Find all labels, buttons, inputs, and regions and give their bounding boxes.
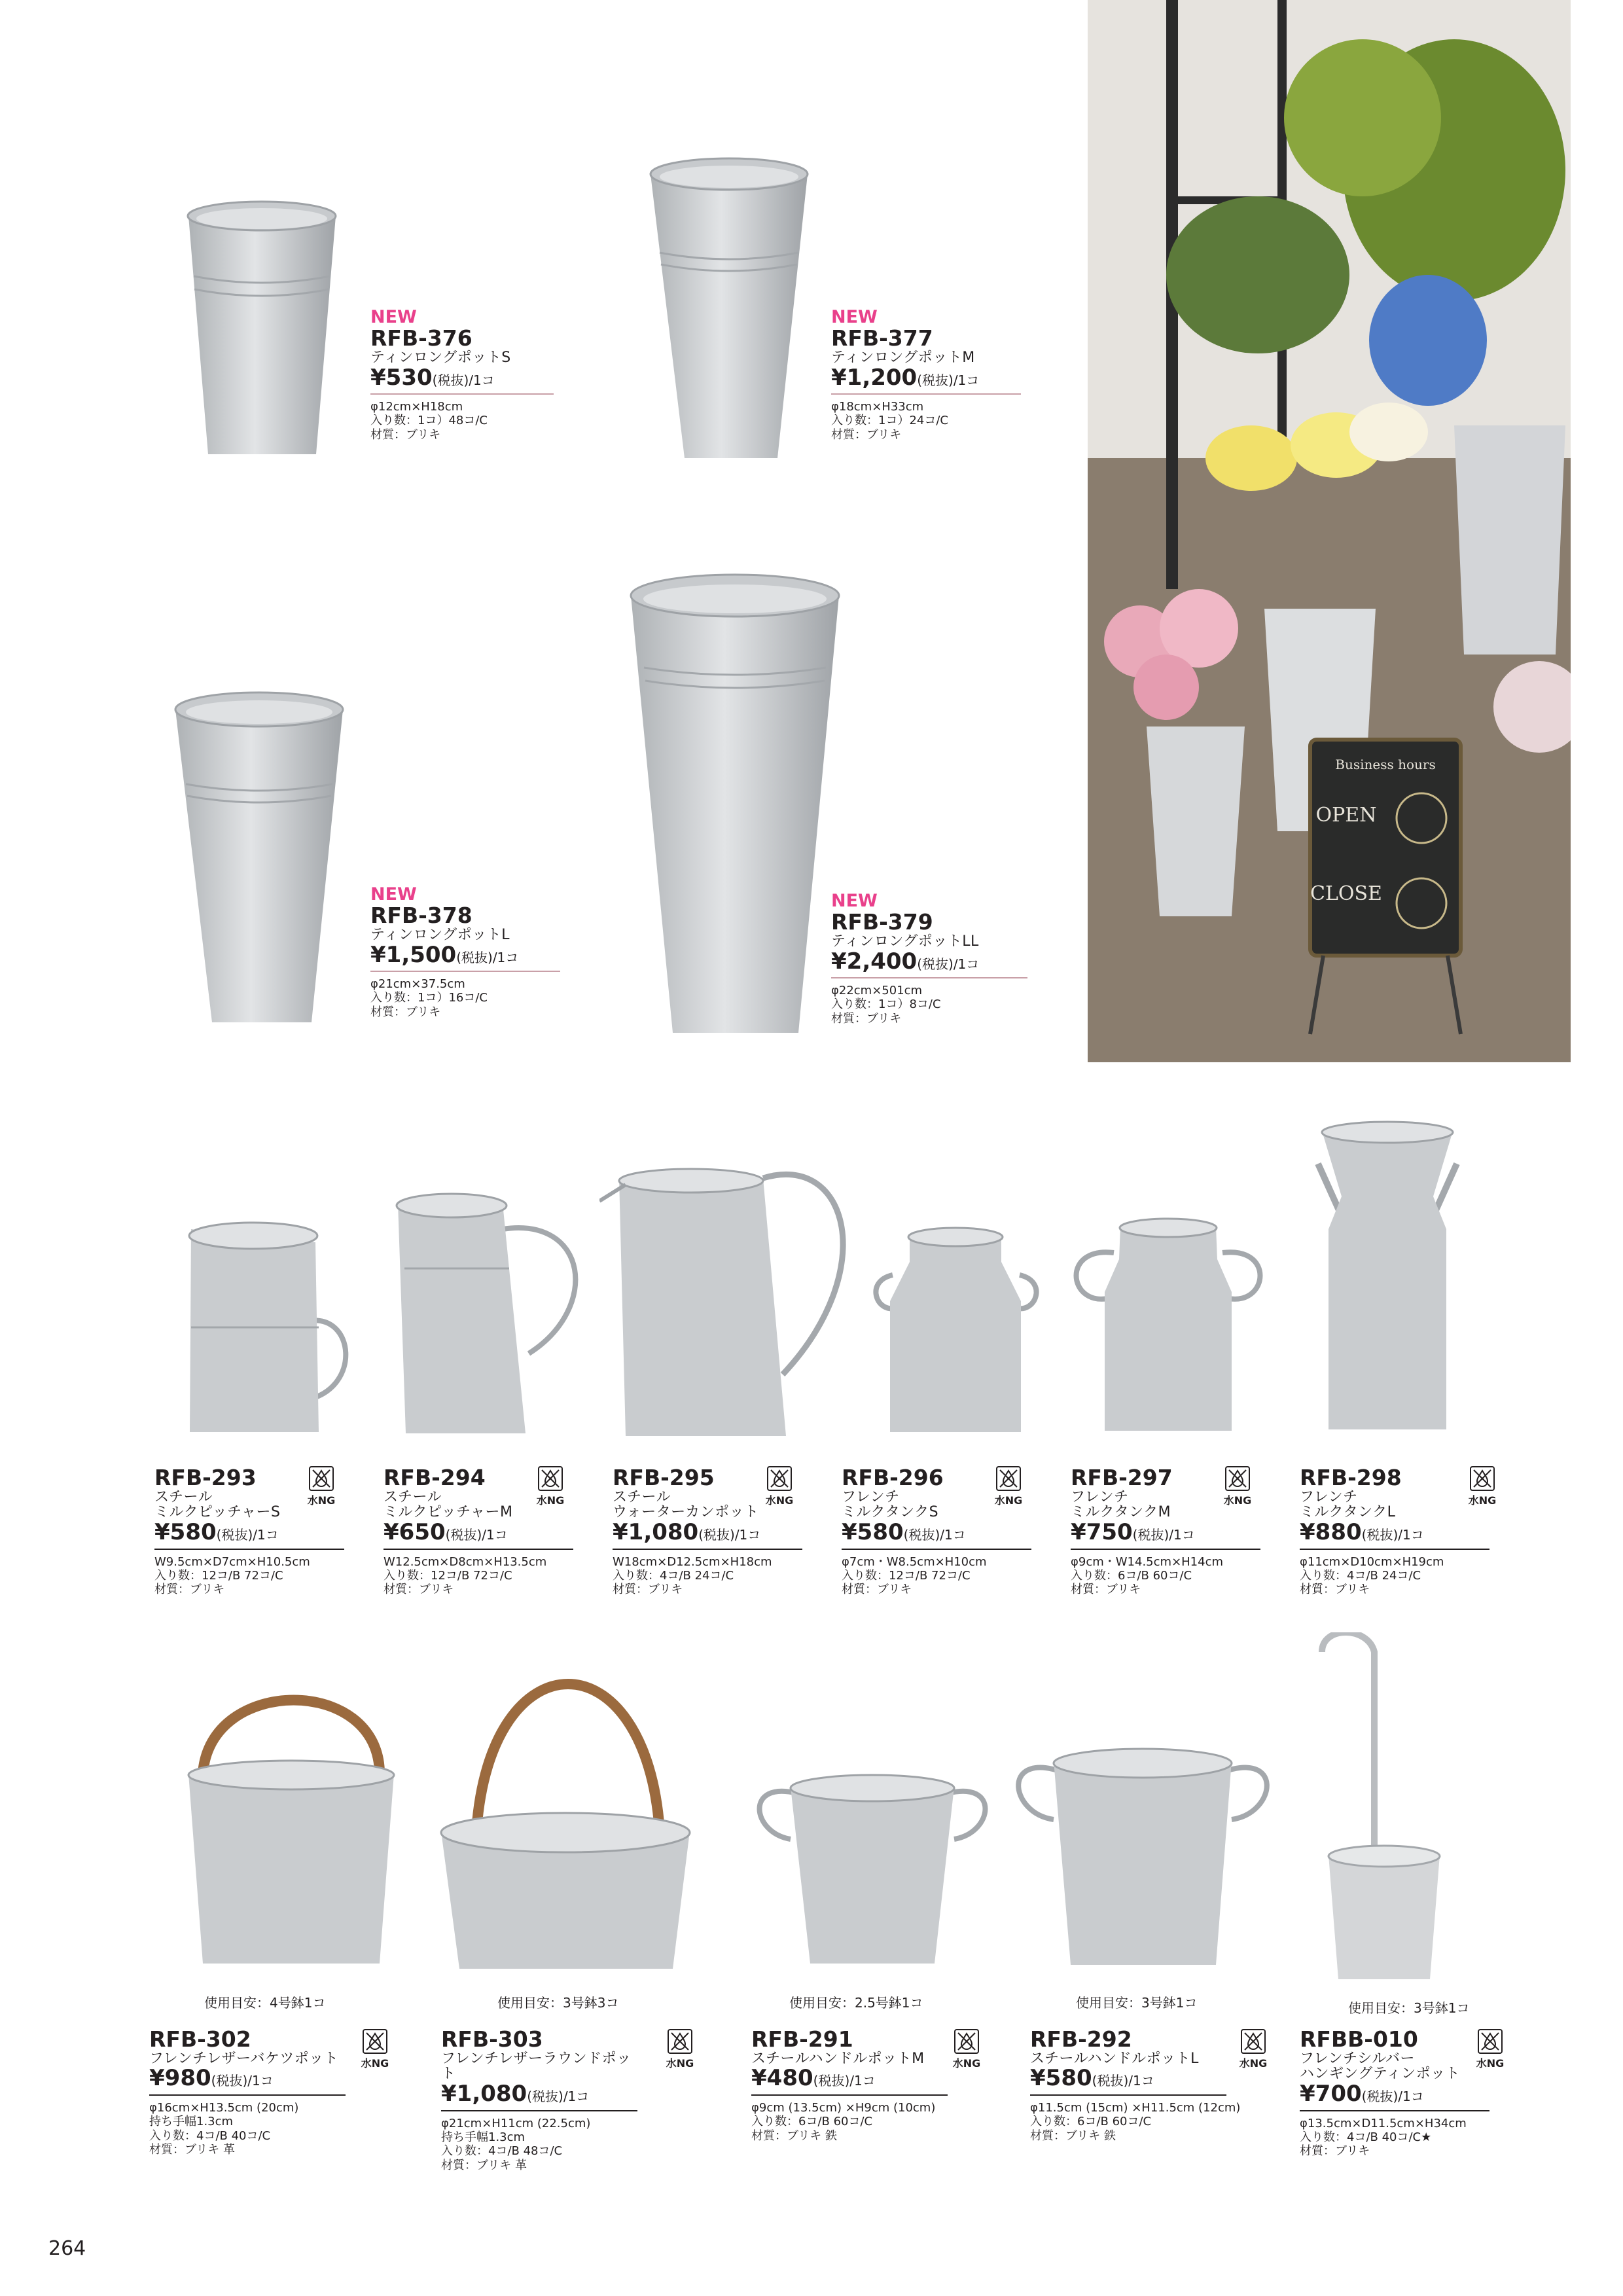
product-name: ティンロングポットLL (831, 933, 979, 950)
spec-quantity: 入り数：12コ/B 72コ/C (154, 1569, 283, 1583)
usage-prefix: 使用目安： (1076, 1995, 1141, 2011)
product-material-name: フレンチ (1300, 1488, 1358, 1505)
spec-size: φ13.5cm×D11.5cm×H34cm (1300, 2116, 1467, 2130)
product-info-rfb-302 (149, 2028, 346, 2157)
price-row (831, 950, 1027, 979)
spec-material: 材質：ブリキ (370, 427, 441, 442)
price-unit: /1コ (1398, 2089, 1424, 2105)
price-row (1300, 2082, 1489, 2111)
product-info-rfb-379 (831, 891, 1027, 1026)
product-image-rfb-294 (391, 1190, 588, 1440)
usage-value: 3号鉢1コ (1414, 2000, 1470, 2016)
water-ng-badge (950, 2029, 983, 2070)
price-row (842, 1520, 1031, 1550)
badge-label: 水NG (361, 2057, 389, 2070)
product-code: RFB-378 (370, 903, 473, 929)
product-name: ウォーターカンポット (613, 1504, 759, 1521)
spec-quantity: 入り数：6コ/B 60コ/C (1030, 2115, 1152, 2129)
product-name: ミルクタンクM (1071, 1504, 1171, 1521)
product-material-name: フレンチ (842, 1488, 900, 1505)
no-water-icon (996, 1466, 1021, 1491)
product-image-rfb-378 (171, 687, 347, 1026)
price-unit: /1コ (1128, 2073, 1154, 2089)
price-unit: /1コ (1169, 1527, 1195, 1543)
price-row (154, 1520, 344, 1550)
tin-pot-illustration (647, 154, 812, 462)
spec-size: φ12cm×H18cm (370, 400, 463, 414)
product-name: ティンロングポットS (370, 349, 511, 366)
no-water-icon (1225, 1466, 1250, 1491)
product-image-rfbb-010 (1302, 1632, 1453, 1987)
product-name: ティンロングポットL (370, 926, 510, 943)
price-unit: /1コ (953, 956, 980, 972)
badge-label: 水NG (666, 2057, 694, 2070)
product-material-name: スチール (383, 1488, 442, 1505)
tax-note: (税抜) (813, 2073, 850, 2089)
spec-quantity: 入り数：1コ）48コ/C (370, 414, 488, 428)
price: ¥1,080 (441, 2081, 527, 2108)
spec-material: 材質：ブリキ (831, 1011, 902, 1026)
price-row (441, 2082, 637, 2111)
spec-size: W18cm×D12.5cm×H18cm (613, 1554, 772, 1569)
product-code: RFB-379 (831, 909, 933, 935)
price: ¥980 (149, 2065, 211, 2092)
milk-pitcher-illustration (391, 1190, 588, 1440)
price-unit: /1コ (563, 2089, 590, 2105)
product-image-rfb-295 (599, 1165, 861, 1443)
tax-note: (税抜) (1361, 2089, 1399, 2105)
water-ng-badge (763, 1466, 796, 1507)
spec-quantity: 入り数：12コ/B 72コ/C (383, 1569, 512, 1583)
no-water-icon (363, 2029, 387, 2054)
milk-tank-illustration (1302, 1118, 1472, 1435)
product-image-rfb-291 (751, 1767, 993, 1970)
product-name: ミルクタンクS (842, 1504, 939, 1521)
price-unit: /1コ (469, 372, 495, 388)
price-row (1071, 1520, 1260, 1550)
price: ¥580 (842, 1519, 904, 1546)
tax-note: (税抜) (1092, 2073, 1129, 2089)
hanging-pot-illustration (1302, 1632, 1453, 1987)
tax-note: (税抜) (527, 2089, 563, 2105)
product-code: RFB-297 (1071, 1465, 1173, 1490)
product-name: ミルクピッチャーS (154, 1504, 281, 1521)
product-material-name: スチール (613, 1488, 671, 1505)
price-row (1300, 1520, 1489, 1550)
flower-display-photo (1088, 0, 1571, 1062)
spec-material: 材質：ブリキ (1300, 1583, 1370, 1597)
usage-guide (789, 1992, 923, 2011)
product-image-rfb-379 (627, 569, 843, 1037)
spec-quantity: 入り数：4コ/B 40コ/C★ (1300, 2130, 1432, 2145)
price: ¥880 (1300, 1519, 1362, 1546)
spec-handle: 持ち手幅1.3cm (149, 2115, 234, 2129)
water-ng-badge (1474, 2029, 1507, 2070)
product-image-rfb-297 (1068, 1213, 1268, 1436)
product-code: RFB-303 (441, 2026, 543, 2052)
spec-handle: 持ち手幅1.3cm (441, 2130, 526, 2145)
spec-quantity: 入り数：4コ/B 48コ/C (441, 2144, 563, 2159)
tax-note: (税抜) (1132, 1527, 1169, 1543)
tax-note: (税抜) (456, 949, 493, 965)
no-water-icon (1241, 2029, 1266, 2054)
water-can-illustration (599, 1165, 861, 1443)
price-unit: /1コ (492, 949, 519, 965)
product-code: RFB-298 (1300, 1465, 1402, 1490)
spec-material: 材質：ブリキ (1300, 2144, 1370, 2159)
spec-material: 材質：ブリキ (842, 1583, 912, 1597)
price-row (751, 2066, 948, 2096)
spec-material: 材質：ブリキ (154, 1583, 225, 1597)
price: ¥580 (154, 1519, 217, 1546)
price-row (1030, 2066, 1226, 2096)
product-code: RFB-377 (831, 325, 933, 351)
product-image-rfb-376 (182, 198, 342, 459)
price-unit: /1コ (940, 1527, 966, 1543)
spec-size: φ11.5cm (15cm) ×H11.5cm (12cm) (1030, 2101, 1241, 2115)
milk-tank-illustration (1068, 1213, 1268, 1436)
price: ¥580 (1030, 2065, 1092, 2092)
water-ng-badge (305, 1466, 338, 1507)
price-row (149, 2066, 346, 2096)
spec-size: φ21cm×H11cm (22.5cm) (441, 2116, 591, 2130)
product-image-rfb-292 (1008, 1734, 1277, 1971)
product-image-rfb-302 (183, 1682, 399, 1970)
product-code: RFB-376 (370, 325, 473, 351)
spec-quantity: 入り数：4コ/B 24コ/C (1300, 1569, 1421, 1583)
spec-quantity: 入り数：4コ/B 40コ/C (149, 2128, 271, 2143)
spec-size: W9.5cm×D7cm×H10.5cm (154, 1554, 310, 1569)
new-label: NEW (831, 307, 878, 327)
usage-guide (497, 1992, 618, 2011)
new-label: NEW (831, 891, 878, 911)
spec-size: W12.5cm×D8cm×H13.5cm (383, 1554, 547, 1569)
spec-size: φ9cm (13.5cm) ×H9cm (10cm) (751, 2101, 936, 2115)
product-code: RFB-295 (613, 1465, 715, 1490)
price: ¥1,200 (831, 364, 918, 391)
product-material-name: スチール (154, 1488, 213, 1505)
price: ¥2,400 (831, 948, 918, 975)
badge-label: 水NG (536, 1494, 565, 1507)
product-material-name: フレンチ (1071, 1488, 1129, 1505)
new-label: NEW (370, 307, 417, 327)
spec-quantity: 入り数：6コ/B 60コ/C (1071, 1569, 1192, 1583)
milk-tank-illustration (870, 1223, 1042, 1437)
spec-quantity: 入り数：12コ/B 72コ/C (842, 1569, 971, 1583)
water-ng-badge (664, 2029, 696, 2070)
spec-material: 材質：ブリキ (370, 1005, 441, 1019)
badge-label: 水NG (307, 1494, 336, 1507)
usage-guide (1348, 1998, 1469, 2017)
tax-note: (税抜) (211, 2073, 248, 2089)
usage-prefix: 使用目安： (497, 1995, 563, 2011)
spec-material: 材質：ブリキ (383, 1583, 454, 1597)
lifestyle-photo (1088, 0, 1571, 1062)
usage-prefix: 使用目安： (789, 1995, 855, 2011)
spec-size: φ18cm×H33cm (831, 400, 924, 414)
tax-note: (税抜) (216, 1527, 253, 1543)
spec-quantity: 入り数：6コ/B 60コ/C (751, 2115, 873, 2129)
product-info-rfb-292 (1030, 2026, 1241, 2143)
leather-round-pot-illustration (437, 1648, 694, 1975)
product-name: ミルクピッチャーM (383, 1504, 513, 1521)
badge-label: 水NG (1239, 2057, 1268, 2070)
tax-note: (税抜) (917, 956, 954, 972)
spec-size: φ11cm×D10cm×H19cm (1300, 1554, 1444, 1569)
price-unit: /1コ (849, 2073, 876, 2089)
page-number: 264 (48, 2237, 86, 2260)
badge-label: 水NG (1468, 1494, 1497, 1507)
spec-material: 材質：ブリキ 革 (441, 2158, 527, 2172)
usage-guide (1076, 1992, 1197, 2011)
product-code: RFB-294 (383, 1465, 486, 1490)
price: ¥650 (383, 1519, 446, 1546)
spec-quantity: 入り数：1コ）16コ/C (370, 991, 488, 1005)
product-image-rfb-296 (870, 1223, 1042, 1437)
price-unit: /1コ (953, 372, 980, 388)
price-row (613, 1520, 802, 1550)
usage-value: 2.5号鉢1コ (855, 1995, 923, 2011)
badge-label: 水NG (994, 1494, 1023, 1507)
product-info-rfbb-010 (1300, 2028, 1489, 2159)
product-info-rfb-378 (370, 885, 560, 1019)
spec-size: φ9cm・W14.5cm×H14cm (1071, 1554, 1224, 1569)
water-ng-badge (534, 1466, 567, 1507)
no-water-icon (1478, 2029, 1503, 2054)
product-info-rfb-291 (751, 2028, 948, 2143)
tax-note: (税抜) (903, 1527, 940, 1543)
product-image-rfb-293 (178, 1216, 359, 1439)
price-unit: /1コ (734, 1527, 761, 1543)
badge-label: 水NG (765, 1494, 794, 1507)
tin-pot-illustration (627, 569, 843, 1037)
product-info-rfb-303 (441, 2028, 637, 2172)
badge-label: 水NG (952, 2057, 981, 2070)
handle-pot-illustration (751, 1767, 993, 1970)
usage-value: 3号鉢3コ (563, 1995, 619, 2011)
tax-note: (税抜) (1361, 1527, 1399, 1543)
product-info-rfb-377 (831, 308, 1021, 442)
leather-bucket-illustration (183, 1682, 399, 1970)
price: ¥530 (370, 364, 433, 391)
tax-note: (税抜) (698, 1527, 735, 1543)
product-name: ティンロングポットM (831, 349, 975, 366)
no-water-icon (309, 1466, 334, 1491)
milk-pitcher-illustration (178, 1216, 359, 1439)
new-label: NEW (370, 884, 417, 905)
badge-label: 水NG (1476, 2057, 1505, 2070)
usage-guide (204, 1992, 325, 2011)
spec-material: 材質：ブリキ 鉄 (1030, 2128, 1116, 2143)
usage-value: 4号鉢1コ (270, 1995, 326, 2011)
product-code: RFBB-010 (1300, 2026, 1418, 2052)
price: ¥1,500 (370, 941, 457, 968)
product-code: RFB-291 (751, 2026, 853, 2052)
product-code: RFB-302 (149, 2026, 251, 2052)
price: ¥1,080 (613, 1519, 699, 1546)
product-image-rfb-298 (1302, 1118, 1472, 1435)
price-unit: /1コ (253, 1527, 279, 1543)
spec-quantity: 入り数：4コ/B 24コ/C (613, 1569, 734, 1583)
water-ng-badge (1221, 1466, 1254, 1507)
no-water-icon (538, 1466, 563, 1491)
water-ng-badge (1466, 1466, 1499, 1507)
price-unit: /1コ (482, 1527, 508, 1543)
spec-size: φ16cm×H13.5cm (20cm) (149, 2101, 299, 2115)
spec-material: 材質：ブリキ (613, 1583, 683, 1597)
usage-prefix: 使用目安： (204, 1995, 270, 2011)
product-code: RFB-292 (1030, 2026, 1132, 2052)
handle-pot-illustration (1008, 1734, 1277, 1971)
product-name: スチールハンドルポットL (1030, 2050, 1199, 2067)
no-water-icon (668, 2029, 692, 2054)
no-water-icon (954, 2029, 979, 2054)
no-water-icon (767, 1466, 792, 1491)
price-unit: /1コ (1398, 1527, 1424, 1543)
price-unit: /1コ (247, 2073, 274, 2089)
usage-value: 3号鉢1コ (1141, 1995, 1198, 2011)
product-info-rfb-298 (1300, 1466, 1489, 1597)
spec-material: 材質：ブリキ (831, 427, 902, 442)
price-row (383, 1520, 573, 1550)
spec-material: 材質：ブリキ 鉄 (751, 2128, 838, 2143)
spec-size: φ7cm・W8.5cm×H10cm (842, 1554, 987, 1569)
tin-pot-illustration (182, 198, 342, 459)
spec-quantity: 入り数：1コ）24コ/C (831, 414, 948, 428)
product-image-rfb-377 (647, 154, 812, 462)
spec-size: φ21cm×37.5cm (370, 977, 465, 992)
spec-material: 材質：ブリキ (1071, 1583, 1141, 1597)
sign-close: CLOSE (1310, 882, 1382, 905)
price-row (370, 366, 554, 395)
product-name: フレンチレザーバケツポット (149, 2050, 339, 2067)
spec-quantity: 入り数：1コ）8コ/C (831, 997, 941, 1012)
product-name: フレンチシルバー (1300, 2050, 1416, 2067)
product-name: ミルクタンクL (1300, 1504, 1396, 1521)
sign-heading: Business hours (1335, 757, 1436, 772)
price: ¥480 (751, 2065, 813, 2092)
tax-note: (税抜) (432, 372, 469, 388)
tax-note: (税抜) (917, 372, 954, 388)
water-ng-badge (992, 1466, 1025, 1507)
no-water-icon (1470, 1466, 1495, 1491)
spec-material: 材質：ブリキ 革 (149, 2142, 236, 2157)
spec-size: φ22cm×501cm (831, 984, 923, 998)
product-name-line2: ハンギングティンポット (1300, 2066, 1461, 2083)
product-code: RFB-296 (842, 1465, 944, 1490)
price: ¥750 (1071, 1519, 1133, 1546)
product-code: RFB-293 (154, 1465, 257, 1490)
product-info-rfb-376 (370, 308, 554, 442)
water-ng-badge (359, 2029, 391, 2070)
tin-pot-illustration (171, 687, 347, 1026)
price: ¥700 (1300, 2081, 1362, 2108)
price-row (831, 366, 1021, 395)
badge-label: 水NG (1223, 1494, 1252, 1507)
usage-prefix: 使用目安： (1348, 2000, 1414, 2016)
price-row (370, 943, 560, 973)
product-name: フレンチレザーラウンドポット (441, 2050, 632, 2083)
water-ng-badge (1237, 2029, 1270, 2070)
product-name: スチールハンドルポットM (751, 2050, 925, 2067)
sign-open: OPEN (1315, 804, 1377, 827)
tax-note: (税抜) (445, 1527, 482, 1543)
product-image-rfb-303 (437, 1648, 694, 1975)
